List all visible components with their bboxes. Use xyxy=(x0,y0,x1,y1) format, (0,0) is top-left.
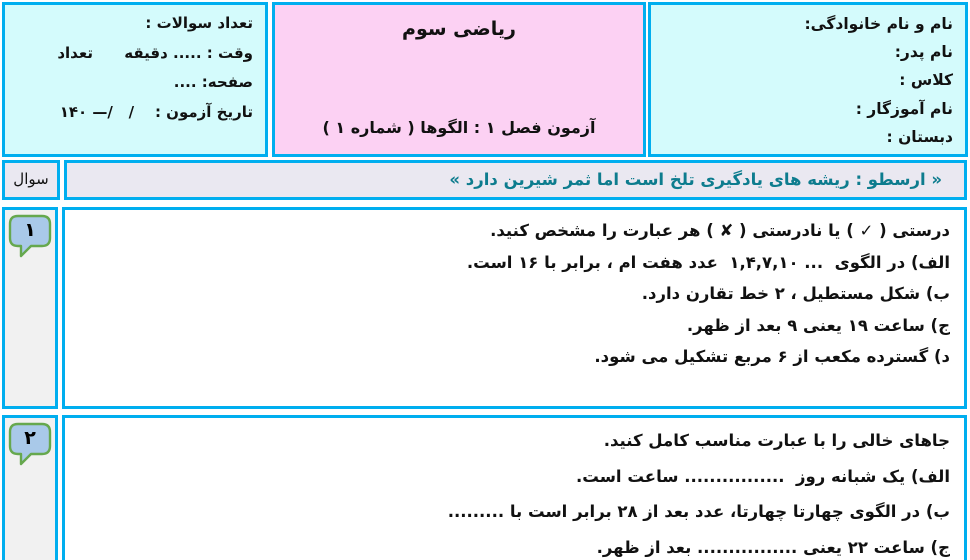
exam-chapter-subtitle: آزمون فصل ۱ : الگوها ( شماره ۱ ) xyxy=(322,118,596,137)
question-line: ج) ساعت ۱۹ یعنی ۹ بعد از ظهر. xyxy=(686,315,950,335)
question-number-badge xyxy=(8,214,52,260)
question-number: ۲ xyxy=(24,427,36,449)
field-question-count: تعداد سوالات : xyxy=(145,14,253,32)
question-column-header: سوال xyxy=(2,160,60,200)
student-info-panel xyxy=(648,2,968,157)
question-line: ج) ساعت ۲۲ یعنی ................ بعد از ظهر. xyxy=(596,537,950,557)
field-teacher-name: نام آموزگار : xyxy=(855,99,953,118)
question-number-badge xyxy=(8,422,52,468)
question-line: ب) در الگوی چهارتا چهارتا، عدد بعد از ۲۸ برابر است با ......... xyxy=(447,502,950,521)
field-time-and-pages: وقت : ..... دقیقه تعداد صفحه: .... xyxy=(52,43,253,91)
field-father-name: نام پدر: xyxy=(894,43,953,62)
quote-banner xyxy=(64,160,967,200)
question-box xyxy=(62,415,967,560)
exam-title-panel xyxy=(272,2,646,157)
question-number-column xyxy=(2,415,58,560)
question-line: د) گسترده مکعب از ۶ مربع تشکیل می شود. xyxy=(594,347,950,367)
field-class: کلاس : xyxy=(899,71,953,90)
quote-text: « ارسطو : ریشه های یادگیری تلخ است اما ثمر شیرین دارد » xyxy=(449,170,942,189)
field-fullname: نام و نام خانوادگی: xyxy=(804,15,953,33)
question-line: ب) شکل مستطیل ، ۲ خط تقارن دارد. xyxy=(641,284,950,304)
question-line: الف) در الگوی ... ۱,۴,۷,۱۰ عدد هفت ام ، برابر با ۱۶ است. xyxy=(466,252,950,272)
question-number: ۱ xyxy=(24,219,36,241)
field-school: دبستان : xyxy=(886,127,953,146)
exam-subject-title: ریاضی سوم xyxy=(402,18,516,40)
question-line: الف) یک شبانه روز ................ ساعت است. xyxy=(575,466,950,486)
field-exam-date: تاریخ آزمون : / /— ۱۴۰ xyxy=(59,102,253,121)
exam-meta-panel xyxy=(2,2,268,157)
question-line: جاهای خالی را با عبارت مناسب کامل کنید. xyxy=(603,431,950,450)
question-box xyxy=(62,207,967,409)
question-number-column xyxy=(2,207,58,409)
question-line: درستی ( ✓ ) یا نادرستی ( ✘ ) هر عبارت را مشخص کنید. xyxy=(490,221,950,240)
